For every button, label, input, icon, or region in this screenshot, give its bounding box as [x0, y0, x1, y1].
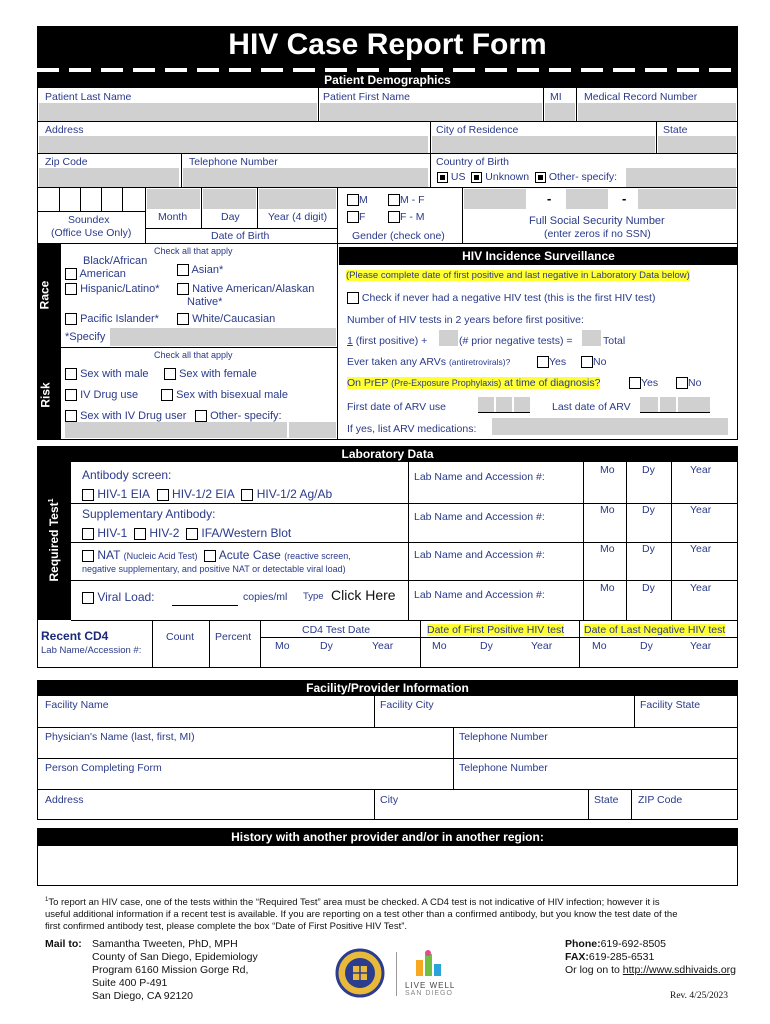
total-label: Total: [603, 335, 626, 347]
race-native-checkbox[interactable]: [177, 283, 189, 295]
race-side-label: Race: [37, 280, 52, 310]
city-label: City of Residence: [436, 124, 519, 136]
prior-neg-label: (# prior negative tests) =: [459, 335, 573, 347]
fax-value: 619-285-6531: [588, 951, 655, 963]
country-us-checkbox[interactable]: [437, 172, 448, 183]
web-link[interactable]: http://www.sdhivaids.org: [622, 964, 736, 976]
prep-no-checkbox[interactable]: [676, 377, 688, 389]
risk-other: Other- specify:: [210, 410, 282, 422]
vl-field[interactable]: [172, 592, 238, 606]
fac-city2: City: [380, 794, 399, 806]
arvs-yes-checkbox[interactable]: [537, 356, 549, 368]
fp-dy: Dy: [480, 640, 493, 652]
cd4-count: Count: [166, 631, 195, 643]
cd4-lab-label: Lab Name/Accession #:: [41, 645, 142, 656]
last-name-field[interactable]: [39, 103, 317, 121]
risk-swidu: Sex with IV Drug user: [80, 410, 187, 422]
mi-field[interactable]: [545, 103, 575, 121]
supp-hiv1: HIV-1: [97, 526, 128, 540]
antibody-label: Antibody screen:: [82, 468, 172, 482]
ssn-part-1[interactable]: [464, 189, 526, 209]
never-negative-checkbox[interactable]: [347, 292, 359, 304]
mrn-field[interactable]: [578, 103, 736, 121]
phone-field[interactable]: [183, 168, 428, 187]
arvs-no-checkbox[interactable]: [581, 356, 593, 368]
race-native: Native American/Alaskan: [192, 283, 315, 295]
last-neg-date: Date of Last Negative HIV test: [584, 624, 726, 636]
county-seal-icon: [335, 948, 385, 998]
dob-label: Date of Birth: [211, 230, 270, 242]
country-label: Country of Birth: [436, 156, 509, 168]
lab-yr-1: Year: [690, 464, 712, 476]
footnote-l3: first confirmed antibody test, please complete the box “Date of First Positive HIV Test”.: [45, 921, 408, 933]
acute-checkbox[interactable]: [204, 550, 216, 562]
demographics-header: Patient Demographics: [37, 72, 738, 88]
supp-hiv1-checkbox[interactable]: [82, 528, 94, 540]
ln-mo: Mo: [592, 640, 607, 652]
list-arv-label: If yes, list ARV medications:: [347, 423, 477, 435]
address-label: Address: [45, 124, 84, 136]
soundex-sub: (Office Use Only): [51, 227, 132, 239]
incidence-note: (Please complete date of first positive and last negative in Laboratory Data below): [346, 270, 690, 281]
supp-hiv2: HIV-2: [149, 526, 180, 540]
risk-idu-checkbox[interactable]: [65, 389, 77, 401]
risk-swf-checkbox[interactable]: [164, 368, 176, 380]
person: Person Completing Form: [45, 762, 162, 774]
lab-mo-2: Mo: [600, 504, 615, 516]
risk-idu: IV Drug use: [80, 389, 139, 401]
nat-line2: negative supplementary, and positive NAT or detectable viral load): [82, 564, 346, 574]
first-pos-label: (first positive) +: [355, 335, 428, 347]
last-name-label: Patient Last Name: [45, 91, 132, 103]
zip-field[interactable]: [39, 168, 179, 187]
revision: Rev. 4/25/2023: [670, 991, 728, 1001]
lab-dy-3: Dy: [642, 543, 655, 555]
risk-other-field[interactable]: [289, 422, 336, 438]
risk-check-all: Check all that apply: [154, 350, 233, 360]
last-arv-date[interactable]: [640, 397, 710, 413]
first-arv-date[interactable]: [478, 397, 530, 413]
facility-name: Facility Name: [45, 699, 109, 711]
contact-block: [565, 938, 736, 977]
risk-other-field-2[interactable]: [65, 422, 287, 438]
lab-name-3: Lab Name and Accession #:: [414, 549, 545, 561]
lab-name-4: Lab Name and Accession #:: [414, 589, 545, 601]
gender-mf: M - F: [388, 194, 425, 206]
gender-fm-checkbox[interactable]: [388, 211, 400, 223]
lab-name-1: Lab Name and Accession #:: [414, 471, 545, 483]
web-l: Or log on to: [565, 964, 623, 976]
country-us-label: US: [450, 171, 466, 183]
lab-yr-4: Year: [690, 582, 712, 594]
incidence-header: HIV Incidence Surveillance: [339, 247, 738, 265]
dob-month-field[interactable]: [147, 189, 200, 209]
soundex-label: Soundex: [68, 214, 110, 226]
physician: Physician's Name (last, first, MI): [45, 731, 195, 743]
race-native-2: Native*: [187, 296, 223, 308]
prep-yes: Yes: [641, 377, 659, 389]
country-other-field[interactable]: [626, 168, 736, 187]
lab-mo-1: Mo: [600, 464, 615, 476]
cd4-yr: Year: [372, 640, 394, 652]
first-pos-count: 1: [347, 335, 353, 347]
prep-yes-checkbox[interactable]: [629, 377, 641, 389]
mail-l5: San Diego, CA 92120: [92, 990, 193, 1002]
lab-yr-3: Year: [690, 543, 712, 555]
zip-label: Zip Code: [45, 156, 88, 168]
ssn-sub: (enter zeros if no SSN): [544, 228, 651, 240]
mail-l3: Program 6160 Mission Gorge Rd,: [92, 964, 249, 976]
mail-l1: Samantha Tweeten, PhD, MPH: [92, 938, 238, 950]
never-negative-label: Check if never had a negative HIV test (this is the first HIV test): [361, 292, 656, 304]
race-asian: Asian*: [191, 264, 224, 276]
supp-ifa-checkbox[interactable]: [186, 528, 198, 540]
mail-l4: Suite 400 P-491: [92, 977, 168, 989]
country-other-label: Other- specify:: [548, 171, 618, 183]
risk-swb: Sex with bisexual male: [176, 389, 288, 401]
race-hispanic: Hispanic/Latino*: [80, 283, 160, 295]
gender-f: F: [347, 211, 365, 223]
ab-agab-checkbox[interactable]: [241, 489, 253, 501]
phone-l: Phone:: [565, 938, 601, 950]
lab-mo-3: Mo: [600, 543, 615, 555]
ssn-part-3[interactable]: [638, 189, 736, 209]
lab-yr-2: Year: [690, 504, 712, 516]
facility-state: Facility State: [640, 699, 701, 711]
risk-side-label: Risk: [38, 382, 53, 408]
footnote-sup: 1: [45, 897, 49, 903]
state-label: State: [663, 124, 688, 136]
country-other-checkbox[interactable]: [535, 172, 546, 183]
lab-name-2: Lab Name and Accession #:: [414, 511, 545, 523]
fp-mo: Mo: [432, 640, 447, 652]
nat-checkbox[interactable]: [82, 550, 94, 562]
acute-small: (reactive screen,: [284, 551, 351, 561]
race-white: White/Caucasian: [192, 313, 276, 325]
fac-address: Address: [45, 794, 84, 806]
mail-l2: County of San Diego, Epidemiology: [92, 951, 258, 963]
risk-swidu-checkbox[interactable]: [65, 410, 77, 422]
arvs-small: (antiretrovirals)?: [448, 357, 511, 367]
gender-f-checkbox[interactable]: [347, 211, 359, 223]
ab-hiv12: HIV-1/2 EIA: [172, 487, 235, 501]
race-hispanic-checkbox[interactable]: [65, 283, 77, 295]
ln-dy: Dy: [640, 640, 653, 652]
race-black-checkbox[interactable]: [65, 268, 77, 280]
lab-header: Laboratory Data: [37, 446, 738, 462]
race-specify-label: *Specify: [65, 331, 106, 343]
gender-mf-checkbox[interactable]: [388, 194, 400, 206]
history-field[interactable]: [37, 846, 738, 886]
race-asian-checkbox[interactable]: [177, 264, 189, 276]
form-title: HIV Case Report Form: [228, 28, 547, 61]
ab-hiv1-checkbox[interactable]: [82, 489, 94, 501]
san-diego-text: SAN DIEGO: [405, 990, 453, 997]
lab-dy-2: Dy: [642, 504, 655, 516]
arvs-yes: Yes: [549, 356, 567, 368]
race-pacific: Pacific Islander*: [80, 313, 159, 325]
first-name-field[interactable]: [320, 103, 542, 121]
cd4-label: Recent CD4: [41, 629, 109, 643]
supp-label: Supplementary Antibody:: [82, 507, 216, 521]
prior-neg-field[interactable]: [439, 330, 458, 346]
mi-label: MI: [550, 91, 562, 103]
risk-swm: Sex with male: [80, 368, 149, 380]
race-specify-field[interactable]: [110, 328, 336, 346]
dob-year-label: Year (4 digit): [268, 211, 328, 223]
cd4-date: CD4 Test Date: [302, 624, 371, 636]
footnote: [45, 894, 735, 933]
vl-checkbox[interactable]: [82, 592, 94, 604]
lab-mo-4: Mo: [600, 582, 615, 594]
race-pacific-checkbox[interactable]: [65, 313, 77, 325]
risk-other-checkbox[interactable]: [195, 410, 207, 422]
mail-block: [92, 938, 258, 1003]
address-field[interactable]: [39, 136, 428, 153]
dob-month-label: Month: [158, 211, 188, 223]
fax-l: FAX:: [565, 951, 589, 963]
nat-label: NAT: [97, 548, 121, 562]
mail-label: Mail to:: [45, 938, 82, 950]
ab-hiv1: HIV-1 EIA: [97, 487, 151, 501]
dob-day-field[interactable]: [203, 189, 256, 209]
num-tests-label: Number of HIV tests in 2 years before first positive:: [347, 314, 584, 326]
state-field[interactable]: [658, 136, 736, 153]
gender-fm: F - M: [388, 211, 425, 223]
country-options: [437, 171, 617, 183]
ln-yr: Year: [690, 640, 712, 652]
nat-small: (Nucleic Acid Test): [123, 551, 198, 561]
dob-day-label: Day: [221, 211, 240, 223]
person-phone: Telephone Number: [459, 762, 548, 774]
arvs-label: Ever taken any ARVs: [347, 356, 447, 368]
prep-label: On PrEP: [347, 377, 389, 389]
physician-phone: Telephone Number: [459, 731, 548, 743]
race-american: American: [79, 268, 126, 280]
last-arv-label: Last date of ARV: [552, 401, 631, 413]
vl-type-dropdown[interactable]: Click Here: [331, 587, 396, 603]
vl-label: Viral Load:: [97, 590, 155, 604]
phone-value: 619-692-8505: [600, 938, 666, 950]
prep-end: at time of diagnosis?: [504, 377, 601, 389]
arvs-no: No: [593, 356, 607, 368]
lab-dy-1: Dy: [642, 464, 655, 476]
fac-zip: ZIP Code: [638, 794, 683, 806]
footnote-l1: To report an HIV case, one of the tests within the “Required Test” area must be checked. A CD4 test is not indicative of HIV infection; however it is: [48, 897, 660, 909]
lab-dy-4: Dy: [642, 582, 655, 594]
fac-state2: State: [594, 794, 619, 806]
race-black: Black/African: [83, 255, 148, 267]
first-name-label: Patient First Name: [323, 91, 410, 103]
live-well-text: LIVE WELL: [405, 981, 456, 990]
ssn-dash-2: -: [622, 191, 627, 206]
acute-label: Acute Case: [218, 548, 281, 562]
fp-yr: Year: [531, 640, 553, 652]
phone-label: Telephone Number: [189, 156, 278, 168]
risk-swf: Sex with female: [179, 368, 257, 380]
list-arv-field[interactable]: [492, 418, 728, 435]
first-pos-date: Date of First Positive HIV test: [427, 624, 565, 636]
mrn-label: Medical Record Number: [584, 91, 698, 103]
gender-label: Gender (check one): [352, 230, 445, 242]
country-unknown-label: Unknown: [485, 171, 530, 183]
city-field[interactable]: [432, 136, 655, 153]
cd4-dy: Dy: [320, 640, 333, 652]
race-check-all: Check all that apply: [154, 246, 233, 256]
ssn-part-2[interactable]: [566, 189, 608, 209]
title-bar: [37, 26, 738, 69]
live-well-logo-icon: [414, 950, 444, 978]
vl-copies: copies/ml: [243, 591, 288, 603]
footnote-l2: useful additional information if a recent test is available. If you are reporting on a test other than a confirmed antibody, but you know the test date of the: [45, 909, 678, 921]
ab-agab: HIV-1/2 Ag/Ab: [256, 487, 333, 501]
first-arv-label: First date of ARV use: [347, 401, 447, 413]
vl-type: Type: [303, 591, 324, 602]
ssn-label: Full Social Security Number: [529, 215, 665, 227]
facility-city: Facility City: [380, 699, 434, 711]
prep-no: No: [688, 377, 702, 389]
ssn-dash-1: -: [547, 191, 552, 206]
ab-hiv12-checkbox[interactable]: [157, 489, 169, 501]
race-white-checkbox[interactable]: [177, 313, 189, 325]
history-header: History with another provider and/or in another region:: [37, 828, 738, 846]
total-field[interactable]: [582, 330, 601, 346]
prep-small: (Pre-Exposure Prophylaxis): [391, 378, 502, 388]
supp-ifa: IFA/Western Blot: [201, 526, 292, 540]
cd4-percent: Percent: [215, 631, 252, 643]
risk-swb-checkbox[interactable]: [161, 389, 173, 401]
lab-side-label: Required Test$^1$: [47, 498, 61, 582]
gender-m-checkbox[interactable]: [347, 194, 359, 206]
country-unknown-checkbox[interactable]: [471, 172, 482, 183]
dob-year-field[interactable]: [259, 189, 336, 209]
gender-m: M: [347, 194, 368, 206]
risk-swm-checkbox[interactable]: [65, 368, 77, 380]
facility-header: Facility/Provider Information: [37, 680, 738, 696]
supp-hiv2-checkbox[interactable]: [134, 528, 146, 540]
cd4-mo: Mo: [275, 640, 290, 652]
